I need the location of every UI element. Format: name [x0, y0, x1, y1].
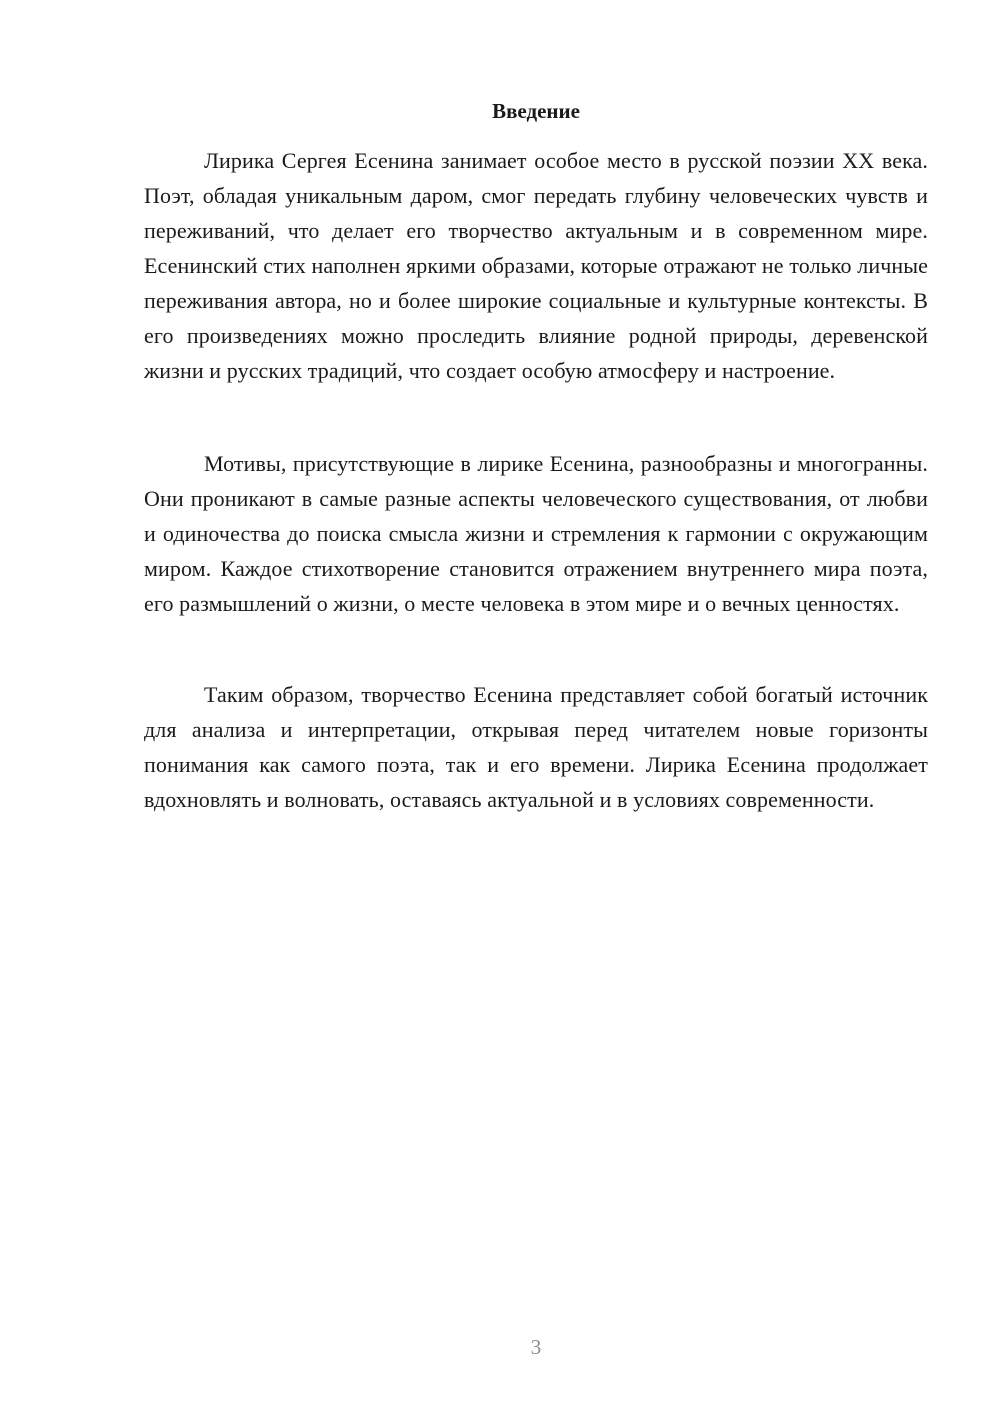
paragraph-3: Таким образом, творчество Есенина представляет собой богатый источник для анализа и интерпретации, открывая перед читателем новые горизонты понимания как самого поэта, так и его времени. Лирика Есенина продолжает вдохновлять и волновать, оставаясь актуальной и в условиях современности.	[144, 682, 928, 812]
paragraph-2: Мотивы, присутствующие в лирике Есенина, разнообразны и многогранны. Они проникают в самые разные аспекты человеческого существования, от любви и одиночества до поиска смысла жизни и стремления к гармонии с окружающим миром. Каждое стихотворение становится отражением внутреннего мира поэта, его размышлений о жизни, о месте человека в этом мире и о вечных ценностях.	[144, 451, 928, 616]
section-heading: Введение	[492, 99, 580, 123]
paragraph-1: Лирика Сергея Есенина занимает особое место в русской поэзии XX века. Поэт, обладая уникальным даром, смог передать глубину человеческих чувств и переживаний, что делает его творчество актуальным и в современном мире. Есенинский стих наполнен яркими образами, которые отражают не только личные переживания автора, но и более широкие социальные и культурные контексты. В его произведениях можно проследить влияние родной природы, деревенской жизни и русских традиций, что создает особую атмосферу и настроение.	[144, 148, 928, 383]
page-number: 3	[530, 1335, 542, 1359]
